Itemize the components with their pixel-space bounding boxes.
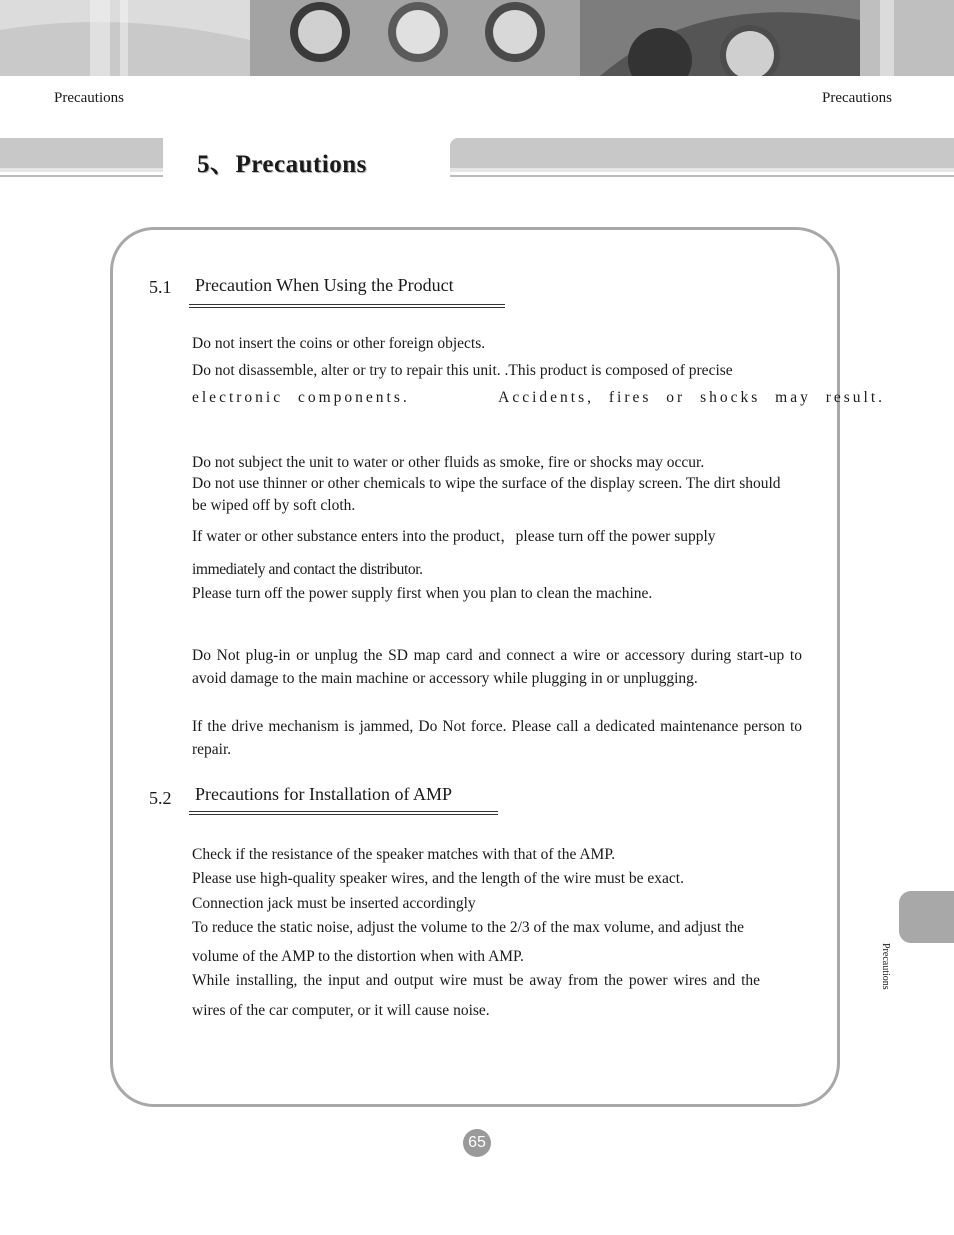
paragraph: volume of the AMP to the distortion when with AMP. [192, 948, 524, 965]
paragraph: If the drive mechanism is jammed, Do Not force. Please call a dedicated maintenance person to repair. [192, 718, 802, 758]
paragraph: Connection jack must be inserted accordingly [192, 895, 476, 912]
running-header-right: Precautions [822, 90, 892, 106]
paragraph: Please use high-quality speaker wires, and the length of the wire must be exact. [192, 870, 684, 887]
running-header-left: Precautions [54, 90, 124, 106]
side-tab-label: Precautions [880, 943, 891, 990]
title-rule-right [450, 175, 954, 177]
paragraph: Do not subject the unit to water or other fluids as smoke, fire or shocks may occur. [192, 454, 705, 471]
page-number: 65 [463, 1129, 491, 1157]
paragraph: Check if the resistance of the speaker matches with that of the AMP. [192, 846, 616, 863]
section-number: 5.2 [149, 788, 172, 808]
section-number: 5.1 [149, 277, 172, 297]
section-heading-rule [189, 811, 498, 815]
paragraph: Do Not plug-in or unplug the SD map card and connect a wire or accessory during start-up to avoid damage to the main machine or accessory while plugging in or unplugging. [192, 647, 802, 687]
title-bar-left [0, 138, 163, 172]
paragraph: wires of the car computer, or it will cause noise. [192, 1002, 490, 1019]
paragraph: electronic components. Accidents, fires or shocks may result. [192, 389, 886, 406]
paragraph: Please turn off the power supply first when you plan to clean the machine. [192, 585, 653, 602]
chapter-title: 5、Precautions [197, 151, 367, 178]
section-heading: Precaution When Using the Product [195, 275, 454, 295]
paragraph: Do not insert the coins or other foreign objects. [192, 335, 486, 352]
paragraph: If water or other substance enters into the product，please turn off the power supply [192, 528, 716, 545]
paragraph: immediately and contact the distributor. [192, 561, 423, 578]
paragraph: Do not use thinner or other chemicals to wipe the surface of the display screen. The dirt should be wiped off by soft cloth. [192, 475, 781, 514]
car-interior-illustration [0, 0, 954, 76]
header-banner-image [0, 0, 954, 76]
section-heading-rule [189, 304, 505, 308]
title-bar-right [450, 138, 954, 172]
paragraph: While installing, the input and output wire must be away from the power wires and the [192, 972, 761, 989]
chapter-tab [899, 891, 954, 943]
title-rule-left [0, 175, 163, 177]
paragraph: To reduce the static noise, adjust the volume to the 2/3 of the max volume, and adjust the [192, 919, 745, 936]
section-heading: Precautions for Installation of AMP [195, 784, 452, 804]
paragraph: Do not disassemble, alter or try to repair this unit. .This product is composed of precise [192, 362, 733, 379]
